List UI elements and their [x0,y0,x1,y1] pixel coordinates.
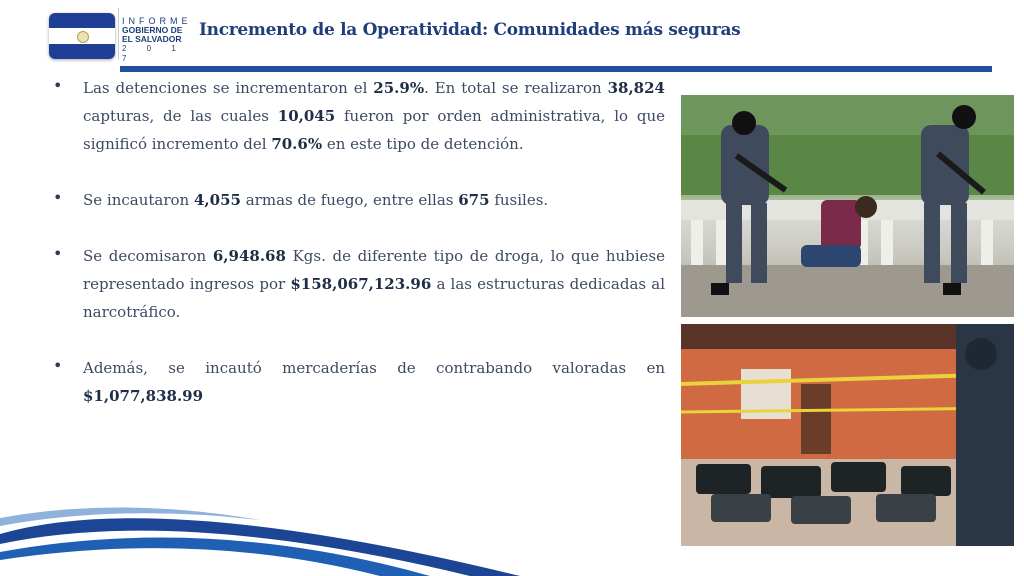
bullet-text: Kgs. de diferente tipo de droga, lo que hubiese representado ingresos por [83,247,665,293]
decorative-swoosh [0,496,520,576]
bullet-text: Se incautaron [83,191,194,209]
bullet-text: fueron por orden administrativa, lo que significó incremento del [83,107,665,153]
bullet-marker: • [53,188,63,207]
bullet-text: fusiles. [489,191,549,209]
highlighted-figure: 70.6% [271,135,323,153]
highlighted-figure: 675 [458,191,490,209]
bullet-item [53,354,665,410]
highlighted-figure: 25.9% [373,79,425,97]
contraband-seizure-photo-drawing [681,324,1014,546]
highlighted-figure: 10,045 [277,107,336,125]
slide-title: Incremento de la Operatividad: Comunidades más seguras [199,20,741,40]
bullet-text: a las estructuras dedicadas al narcotráfico. [83,275,665,321]
police-arrest-photo [681,95,1014,317]
logo-line-el-salvador: EL SALVADOR [122,34,182,44]
bullet-marker: • [53,356,63,375]
highlighted-figure: 4,055 [193,191,241,209]
bullet-text: . En total se realizaron [424,79,608,97]
bullet-text: capturas, de las cuales [83,107,278,125]
government-report-logo [122,16,194,64]
bullet-text: en este tipo de detención. [322,135,524,153]
slide-header [0,0,1024,76]
highlighted-figure: 6,948.68 [212,247,286,265]
bullet-marker: • [53,76,63,95]
logo-line-year: 2 0 1 7 [122,44,185,63]
highlighted-figure: $1,077,838.99 [83,387,204,405]
bullet-list [53,74,665,438]
bullet-text: Se decomisaron [83,247,213,265]
highlighted-figure: $158,067,123.96 [290,275,432,293]
bullet-marker: • [53,244,63,263]
logo-line-gobierno: GOBIERNO DE [122,25,183,35]
logo-line-informe: INFORME [122,16,192,26]
bullet-text: armas de fuego, entre ellas [240,191,459,209]
header-divider [118,8,119,60]
bullet-text: Además, se incautó mercaderías de contrabando valoradas en [83,359,665,377]
bullet-item [53,74,665,158]
bullet-text: Las detenciones se incrementaron el [83,79,374,97]
header-rule [120,66,992,72]
contraband-seizure-photo [681,324,1014,546]
bullet-item [53,186,665,214]
highlighted-figure: 38,824 [607,79,665,97]
police-arrest-photo-drawing [681,95,1014,317]
el-salvador-flag-icon [49,13,115,59]
coat-of-arms-icon [77,31,89,43]
bullet-item [53,242,665,326]
